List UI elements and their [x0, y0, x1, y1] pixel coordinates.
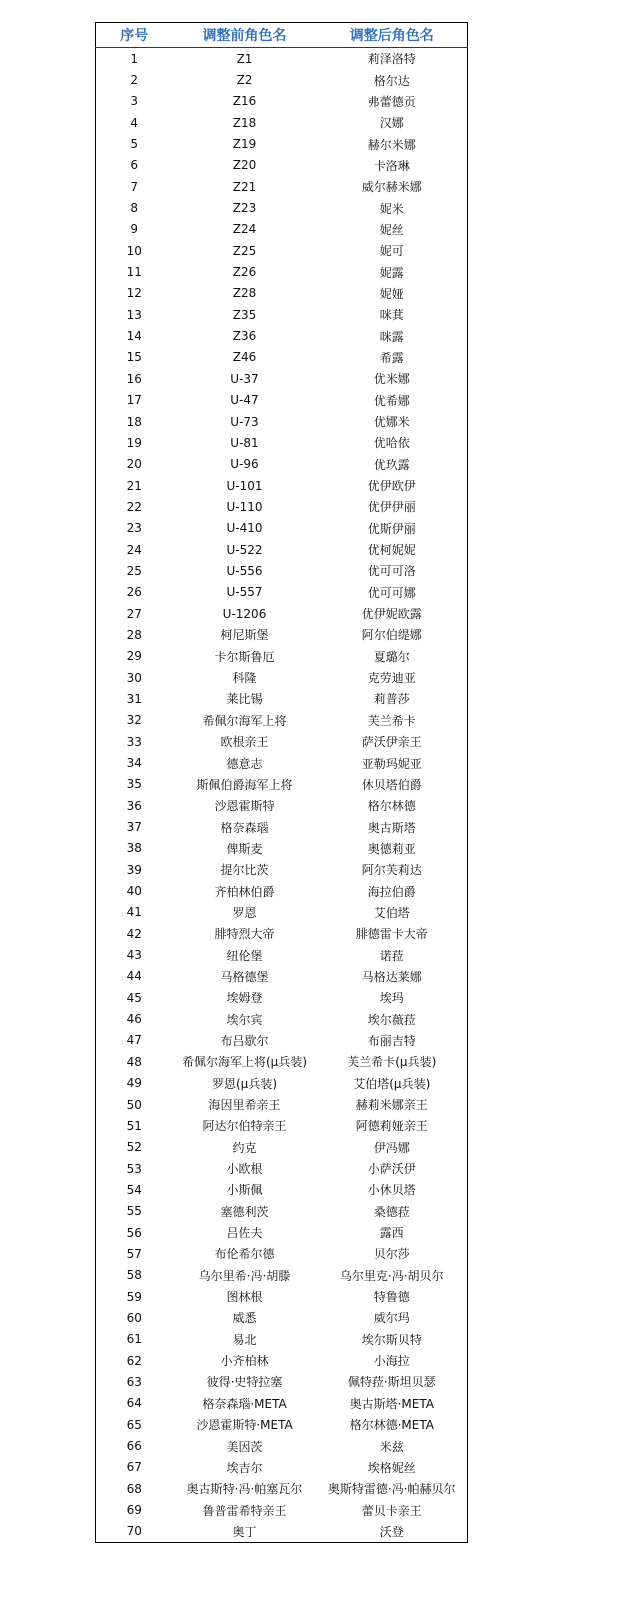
rename-table — [95, 22, 468, 1543]
cell-index: 12 — [126, 286, 142, 301]
cell-old-name: U-110 — [226, 499, 263, 514]
cell-old-name: 沙恩霍斯特 — [214, 799, 275, 814]
cell-new-name: 优希娜 — [373, 393, 410, 408]
cell-old-name: 布吕歇尔 — [220, 1033, 269, 1048]
cell-new-name: 咪萁 — [379, 308, 404, 323]
cell-old-name: 希佩尔海军上将(μ兵装) — [182, 1055, 307, 1070]
cell-old-name: 阿达尔伯特亲王 — [202, 1119, 287, 1134]
table-row — [96, 710, 468, 731]
table-row — [96, 944, 468, 965]
table-row — [96, 539, 468, 560]
table-row — [96, 1222, 468, 1243]
cell-new-name: 莉普莎 — [373, 692, 410, 707]
table-row — [96, 91, 468, 112]
cell-new-name: 艾伯塔(μ兵装) — [353, 1076, 431, 1091]
cell-new-name: 埃尔薇菈 — [367, 1012, 416, 1027]
cell-new-name: 小萨沃伊 — [367, 1162, 416, 1177]
cell-index: 49 — [126, 1076, 142, 1091]
cell-index: 59 — [126, 1289, 142, 1304]
table-row — [96, 368, 468, 389]
cell-new-name: 腓德雷卡大帝 — [355, 927, 428, 942]
table-row — [96, 454, 468, 475]
cell-old-name: 齐柏林伯爵 — [214, 884, 275, 899]
table-row — [96, 1008, 468, 1029]
cell-new-name: 诺菈 — [379, 948, 404, 963]
table-row — [96, 859, 468, 880]
cell-new-name: 阿尔伯缇娜 — [361, 628, 422, 643]
cell-old-name: 塞德利茨 — [220, 1204, 269, 1219]
cell-index: 20 — [126, 457, 142, 472]
cell-index: 40 — [126, 884, 142, 899]
cell-new-name: 阿尔芙莉达 — [361, 863, 422, 878]
table-row — [96, 1051, 468, 1072]
cell-old-name: 罗恩 — [232, 905, 257, 920]
cell-new-name: 优伊妮欧露 — [361, 607, 422, 622]
cell-old-name: 格奈森瑙 — [220, 820, 269, 835]
cell-new-name: 妮娅 — [379, 286, 404, 301]
cell-old-name: 易北 — [232, 1332, 257, 1347]
cell-index: 57 — [126, 1246, 142, 1261]
cell-old-name: 提尔比茨 — [220, 863, 269, 878]
cell-new-name: 希露 — [379, 350, 404, 365]
cell-index: 55 — [126, 1204, 142, 1219]
cell-index: 70 — [126, 1524, 142, 1539]
cell-old-name: 欧根亲王 — [220, 735, 269, 750]
cell-index: 41 — [126, 905, 142, 920]
cell-index: 17 — [126, 393, 142, 408]
cell-index: 47 — [126, 1033, 142, 1048]
cell-new-name: 休贝塔伯爵 — [361, 777, 422, 792]
cell-old-name: 沙恩霍斯特·META — [196, 1418, 293, 1433]
cell-index: 48 — [126, 1054, 142, 1069]
cell-new-name: 优米娜 — [373, 372, 410, 387]
cell-old-name: 希佩尔海军上将 — [202, 713, 287, 728]
cell-new-name: 沃登 — [379, 1524, 404, 1539]
table-row — [96, 1435, 468, 1456]
cell-index: 63 — [126, 1374, 142, 1389]
cell-new-name: 小海拉 — [373, 1354, 410, 1369]
cell-new-name: 威尔赫米娜 — [361, 180, 422, 195]
cell-index: 56 — [126, 1225, 142, 1240]
cell-new-name: 优柯妮妮 — [367, 543, 416, 558]
cell-new-name: 埃尔斯贝特 — [361, 1332, 422, 1347]
cell-index: 4 — [130, 115, 139, 130]
header-new-name: 调整后角色名 — [317, 23, 468, 48]
table-row — [96, 219, 468, 240]
cell-new-name: 妮可 — [379, 244, 404, 259]
table-row — [96, 816, 468, 837]
cell-old-name: 卡尔斯鲁厄 — [214, 649, 275, 664]
cell-old-name: 威悉 — [232, 1311, 257, 1326]
table-row — [96, 795, 468, 816]
cell-index: 38 — [126, 841, 142, 856]
cell-old-name: Z21 — [232, 179, 257, 194]
cell-old-name: U-557 — [226, 585, 263, 600]
cell-new-name: 莉泽洛特 — [367, 52, 416, 67]
cell-index: 60 — [126, 1310, 142, 1325]
cell-old-name: 小斯佩 — [226, 1183, 263, 1198]
cell-index: 66 — [126, 1439, 142, 1454]
cell-old-name: 纽伦堡 — [226, 948, 263, 963]
cell-index: 7 — [130, 179, 139, 194]
table-row — [96, 1179, 468, 1200]
cell-index: 22 — [126, 499, 142, 514]
table-row — [96, 1521, 468, 1543]
table-row — [96, 1158, 468, 1179]
cell-new-name: 芙兰希卡 — [367, 713, 416, 728]
cell-old-name: 德意志 — [226, 756, 263, 771]
cell-new-name: 艾伯塔 — [373, 905, 410, 920]
cell-index: 28 — [126, 627, 142, 642]
table-row — [96, 155, 468, 176]
cell-old-name: 约克 — [232, 1140, 257, 1155]
table-row — [96, 240, 468, 261]
cell-old-name: Z19 — [232, 137, 257, 152]
cell-new-name: 埃玛 — [379, 991, 404, 1006]
cell-index: 19 — [126, 435, 142, 450]
cell-old-name: Z26 — [232, 265, 257, 280]
cell-new-name: 露西 — [379, 1226, 404, 1241]
table-row — [96, 560, 468, 581]
table-row — [96, 1265, 468, 1286]
cell-index: 68 — [126, 1481, 142, 1496]
table-row — [96, 1286, 468, 1307]
cell-new-name: 赫尔米娜 — [367, 137, 416, 152]
cell-old-name: Z25 — [232, 243, 257, 258]
cell-old-name: Z23 — [232, 201, 257, 216]
cell-index: 67 — [126, 1460, 142, 1475]
cell-new-name: 特鲁德 — [373, 1290, 410, 1305]
table-row — [96, 987, 468, 1008]
cell-index: 53 — [126, 1161, 142, 1176]
cell-old-name: Z1 — [236, 51, 253, 66]
cell-index: 26 — [126, 585, 142, 600]
cell-new-name: 优斯伊丽 — [367, 521, 416, 536]
cell-new-name: 优伊欧伊 — [367, 479, 416, 494]
cell-index: 65 — [126, 1417, 142, 1432]
cell-new-name: 伊冯娜 — [373, 1140, 410, 1155]
cell-old-name: Z35 — [232, 307, 257, 322]
cell-new-name: 优可可洛 — [367, 564, 416, 579]
cell-index: 8 — [130, 201, 139, 216]
table-row — [96, 518, 468, 539]
table-row — [96, 1137, 468, 1158]
table-row — [96, 923, 468, 944]
cell-new-name: 格尔林德·META — [349, 1418, 434, 1433]
table-row — [96, 731, 468, 752]
cell-index: 51 — [126, 1118, 142, 1133]
cell-old-name: 海因里希亲王 — [208, 1098, 281, 1113]
cell-new-name: 妮露 — [379, 265, 404, 280]
header-row — [96, 23, 468, 48]
cell-index: 31 — [126, 691, 142, 706]
cell-index: 69 — [126, 1503, 142, 1518]
cell-old-name: U-73 — [230, 414, 259, 429]
cell-new-name: 格尔林德 — [367, 799, 416, 814]
cell-old-name: Z18 — [232, 115, 257, 130]
table-row — [96, 667, 468, 688]
cell-new-name: 奥斯特雷德·冯·帕赫贝尔 — [327, 1482, 456, 1497]
cell-new-name: 优娜米 — [373, 415, 410, 430]
table-row — [96, 1073, 468, 1094]
table-row — [96, 1329, 468, 1350]
table-row — [96, 1371, 468, 1392]
cell-new-name: 优伊伊丽 — [367, 500, 416, 515]
table-row — [96, 261, 468, 282]
table-row — [96, 347, 468, 368]
cell-old-name: U-101 — [226, 478, 263, 493]
cell-old-name: 俾斯麦 — [226, 841, 263, 856]
cell-index: 35 — [126, 777, 142, 792]
cell-old-name: 奥丁 — [232, 1524, 257, 1539]
table-row — [96, 1307, 468, 1328]
cell-index: 3 — [130, 94, 139, 109]
table-row — [96, 752, 468, 773]
cell-index: 54 — [126, 1182, 142, 1197]
cell-new-name: 奥古斯塔 — [367, 820, 416, 835]
cell-index: 61 — [126, 1332, 142, 1347]
cell-index: 15 — [126, 350, 142, 365]
cell-new-name: 克劳迪亚 — [367, 671, 416, 686]
cell-new-name: 奥德莉亚 — [367, 841, 416, 856]
cell-old-name: 彼得·史特拉塞 — [206, 1375, 283, 1390]
cell-old-name: 马格德堡 — [220, 969, 269, 984]
cell-old-name: 鲁普雷希特亲王 — [202, 1503, 287, 1518]
cell-index: 6 — [130, 158, 139, 173]
cell-old-name: 图林根 — [226, 1290, 263, 1305]
cell-index: 50 — [126, 1097, 142, 1112]
table-row — [96, 1393, 468, 1414]
cell-new-name: 妮丝 — [379, 222, 404, 237]
cell-index: 29 — [126, 649, 142, 664]
cell-index: 46 — [126, 1012, 142, 1027]
cell-new-name: 赫莉米娜亲王 — [355, 1098, 428, 1113]
cell-new-name: 亚勒玛妮亚 — [361, 756, 422, 771]
cell-old-name: 小齐柏林 — [220, 1354, 269, 1369]
cell-old-name: 吕佐夫 — [226, 1226, 263, 1241]
table-row — [96, 1414, 468, 1435]
cell-new-name: 埃格妮丝 — [367, 1460, 416, 1475]
table-row — [96, 48, 468, 70]
cell-index: 52 — [126, 1140, 142, 1155]
cell-index: 2 — [130, 73, 139, 88]
cell-old-name: U-37 — [230, 371, 259, 386]
table-row — [96, 688, 468, 709]
table-row — [96, 1201, 468, 1222]
cell-old-name: Z28 — [232, 286, 257, 301]
cell-old-name: 科隆 — [232, 671, 257, 686]
cell-new-name: 咪露 — [379, 329, 404, 344]
cell-index: 58 — [126, 1268, 142, 1283]
header-index: 序号 — [96, 23, 173, 48]
table-row — [96, 603, 468, 624]
cell-new-name: 小休贝塔 — [367, 1183, 416, 1198]
table-row — [96, 1499, 468, 1520]
table-row — [96, 1094, 468, 1115]
cell-index: 10 — [126, 243, 142, 258]
cell-index: 45 — [126, 990, 142, 1005]
table-row — [96, 69, 468, 90]
table-row — [96, 1478, 468, 1499]
header-old-name: 调整前角色名 — [173, 23, 317, 48]
cell-index: 23 — [126, 521, 142, 536]
table-row — [96, 880, 468, 901]
cell-old-name: 埃尔宾 — [226, 1012, 263, 1027]
cell-index: 18 — [126, 414, 142, 429]
cell-old-name: Z2 — [236, 73, 253, 88]
cell-index: 34 — [126, 756, 142, 771]
cell-old-name: U-96 — [230, 457, 259, 472]
cell-old-name: Z46 — [232, 350, 257, 365]
cell-index: 39 — [126, 862, 142, 877]
cell-new-name: 米兹 — [379, 1439, 404, 1454]
table-row — [96, 496, 468, 517]
cell-index: 36 — [126, 798, 142, 813]
cell-new-name: 桑德菈 — [373, 1204, 410, 1219]
table-row — [96, 582, 468, 603]
cell-new-name: 优玖露 — [373, 457, 410, 472]
cell-old-name: 布伦希尔德 — [214, 1247, 275, 1262]
table-row — [96, 1350, 468, 1371]
cell-index: 11 — [126, 265, 142, 280]
cell-new-name: 优可可娜 — [367, 585, 416, 600]
cell-new-name: 卡洛琳 — [373, 158, 410, 173]
cell-old-name: Z16 — [232, 94, 257, 109]
cell-old-name: U-1206 — [222, 606, 267, 621]
cell-index: 42 — [126, 926, 142, 941]
cell-index: 44 — [126, 969, 142, 984]
table-row — [96, 1030, 468, 1051]
table-row — [96, 646, 468, 667]
cell-old-name: Z24 — [232, 222, 257, 237]
cell-index: 33 — [126, 734, 142, 749]
cell-new-name: 贝尔莎 — [373, 1247, 410, 1262]
table-row — [96, 966, 468, 987]
cell-index: 62 — [126, 1353, 142, 1368]
cell-old-name: 罗恩(μ兵装) — [212, 1076, 277, 1091]
table-row — [96, 325, 468, 346]
cell-index: 1 — [130, 51, 139, 66]
cell-index: 25 — [126, 563, 142, 578]
cell-index: 30 — [126, 670, 142, 685]
cell-new-name: 奥古斯塔·META — [349, 1396, 434, 1411]
table-row — [96, 197, 468, 218]
cell-new-name: 布丽吉特 — [367, 1033, 416, 1048]
cell-old-name: 格奈森瑙·META — [202, 1396, 287, 1411]
table-row — [96, 112, 468, 133]
cell-old-name: U-81 — [230, 435, 259, 450]
table-row — [96, 624, 468, 645]
cell-index: 37 — [126, 820, 142, 835]
cell-new-name: 海拉伯爵 — [367, 884, 416, 899]
cell-old-name: 乌尔里希·冯·胡滕 — [198, 1268, 291, 1283]
cell-index: 13 — [126, 307, 142, 322]
table-row — [96, 1243, 468, 1264]
table-row — [96, 838, 468, 859]
cell-new-name: 格尔达 — [373, 73, 410, 88]
cell-index: 64 — [126, 1396, 142, 1411]
table-row — [96, 176, 468, 197]
cell-new-name: 威尔玛 — [373, 1311, 410, 1326]
table-row — [96, 1115, 468, 1136]
table-row — [96, 411, 468, 432]
cell-index: 9 — [130, 222, 139, 237]
cell-index: 14 — [126, 329, 142, 344]
cell-old-name: 美因茨 — [226, 1439, 263, 1454]
cell-index: 32 — [126, 713, 142, 728]
table-row — [96, 902, 468, 923]
cell-old-name: 埃姆登 — [226, 991, 263, 1006]
cell-old-name: U-410 — [226, 521, 263, 536]
cell-old-name: 莱比锡 — [226, 692, 263, 707]
cell-index: 21 — [126, 478, 142, 493]
cell-old-name: 奥古斯特·冯·帕塞瓦尔 — [186, 1482, 303, 1497]
cell-new-name: 蕾贝卡亲王 — [361, 1503, 422, 1518]
cell-index: 24 — [126, 542, 142, 557]
table-row — [96, 475, 468, 496]
table-row — [96, 432, 468, 453]
cell-new-name: 萨沃伊亲王 — [361, 735, 422, 750]
table-row — [96, 304, 468, 325]
table-row — [96, 283, 468, 304]
cell-index: 43 — [126, 948, 142, 963]
cell-old-name: 斯佩伯爵海军上将 — [196, 777, 293, 792]
cell-index: 5 — [130, 137, 139, 152]
cell-old-name: 柯尼斯堡 — [220, 628, 269, 643]
cell-new-name: 芙兰希卡(μ兵装) — [347, 1055, 437, 1070]
cell-old-name: U-522 — [226, 542, 263, 557]
table-row — [96, 390, 468, 411]
cell-new-name: 佩特菈·斯坦贝瑟 — [347, 1375, 436, 1390]
cell-old-name: Z20 — [232, 158, 257, 173]
cell-old-name: U-47 — [230, 393, 259, 408]
cell-old-name: 小欧根 — [226, 1162, 263, 1177]
cell-new-name: 阿德莉娅亲王 — [355, 1119, 428, 1134]
table-row — [96, 774, 468, 795]
cell-new-name: 马格达莱娜 — [361, 969, 422, 984]
cell-new-name: 夏璐尔 — [373, 649, 410, 664]
table-row — [96, 1457, 468, 1478]
cell-old-name: 腓特烈大帝 — [214, 927, 275, 942]
cell-new-name: 汉娜 — [379, 116, 404, 131]
cell-index: 16 — [126, 371, 142, 386]
cell-new-name: 妮米 — [379, 201, 404, 216]
cell-old-name: 埃吉尔 — [226, 1460, 263, 1475]
cell-index: 27 — [126, 606, 142, 621]
cell-new-name: 优哈依 — [373, 436, 410, 451]
cell-old-name: U-556 — [226, 563, 263, 578]
cell-new-name: 乌尔里克·冯·胡贝尔 — [339, 1268, 444, 1283]
cell-new-name: 弗蕾德贡 — [367, 94, 416, 109]
cell-old-name: Z36 — [232, 329, 257, 344]
table-row — [96, 133, 468, 154]
